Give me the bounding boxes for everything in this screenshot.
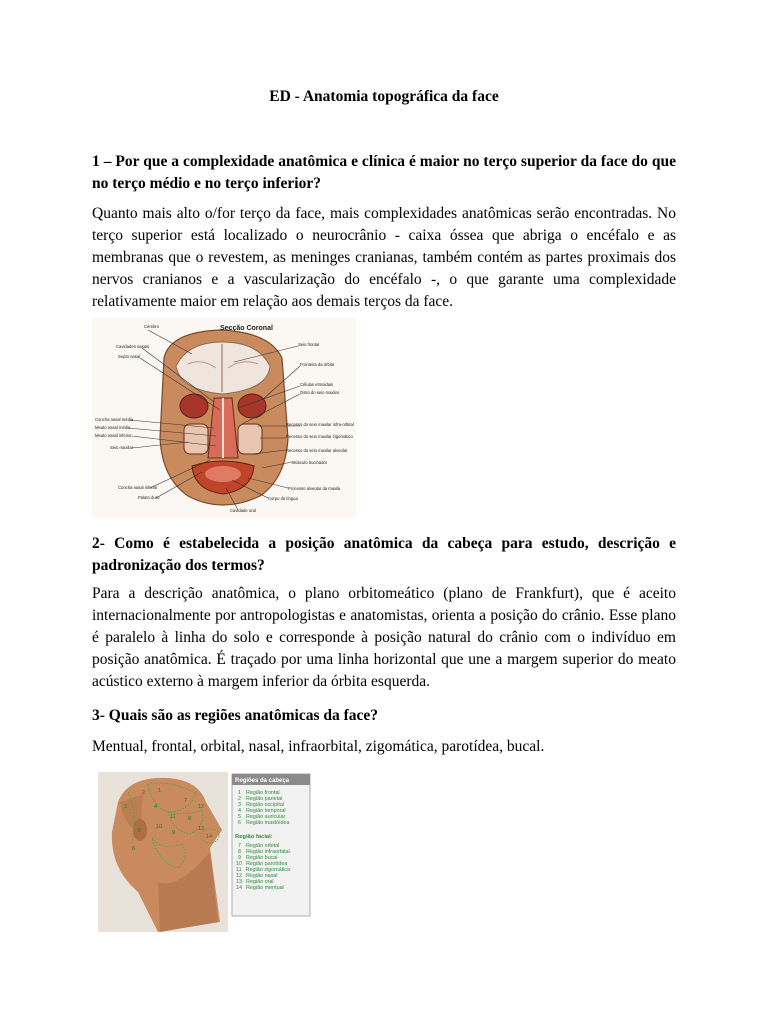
fig1-label-left: Palato duro [138, 495, 160, 500]
fig1-label-bottom: Cavidade oral [230, 508, 256, 513]
answer-3: Mentual, frontal, orbital, nasal, infraorbital, zigomática, parotídea, bucal. [92, 738, 545, 755]
legend-number: 1 [238, 790, 241, 796]
legend-region: Região orbital [246, 843, 280, 849]
region-marker: 5 [138, 828, 142, 834]
fig1-label-left: Cérebro [144, 324, 160, 329]
fig1-label-left: Cavidades nasais [116, 344, 150, 349]
legend-region: Região mastóidea [246, 820, 290, 826]
legend-number: 12 [236, 873, 242, 879]
region-marker: 3 [124, 804, 128, 810]
fig1-label-left: Concha nasal inferior [118, 485, 158, 490]
figure1-title: Secção Coronal [220, 325, 273, 332]
region-marker: 11 [170, 814, 176, 820]
fig1-label-left: Septo nasal [118, 354, 141, 359]
fig1-label-left: Meato nasal inferior [95, 433, 132, 438]
legend-number: 4 [238, 808, 241, 814]
region-marker: 2 [142, 790, 146, 796]
fig1-label-right: Corpo da língua [268, 496, 298, 501]
legend-number: 6 [238, 820, 241, 826]
question-2: 2- Como é estabelecida a posição anatômica da cabeça para estudo, descrição e padronização dos termos? [92, 535, 676, 574]
fig1-label-right: Recesso do seio maxilar infra-orbital [286, 422, 354, 427]
fig1-label-right: Óstio do seio maxilar [300, 390, 340, 395]
fig1-label-right: Recesso do seio maxilar zigomático [286, 434, 353, 439]
region-marker: 12 [198, 804, 205, 810]
legend-number: 3 [238, 802, 241, 808]
fig1-label-right: Células etmoidais [300, 382, 334, 387]
face-regions-figure [98, 772, 312, 932]
legend-number: 7 [238, 843, 241, 849]
fig1-label-right: Seio frontal [298, 342, 320, 347]
answer-1: Quanto mais alto o/for terço da face, mais complexidades anatômicas serão encontradas. No terço superior está localizado o neurocrânio - caixa óssea que abriga o encéfalo e as membranas que o revestem, as meninges cranianas, também contém as partes proximais dos nervos cranianos e a vascularização do encéfalo -, o que garante uma complexidade relativamente maior em relação aos demais terços da face. [92, 205, 676, 310]
region-marker: 1 [158, 788, 162, 794]
legend-region: Região frontal [246, 790, 280, 796]
fig1-label-right: Músculo bucinador [292, 460, 328, 465]
legend-region: Região infraorbital [246, 849, 290, 855]
legend-number: 8 [238, 849, 241, 855]
face-regions-title: Região facial: [235, 834, 273, 840]
region-marker: 10 [156, 824, 163, 830]
legend-number: 9 [238, 855, 241, 861]
legend-region: Região temporal [246, 808, 286, 814]
legend-region: Região nasal [246, 873, 278, 879]
fig1-label-left: Concha nasal média [95, 417, 134, 422]
document-title: ED - Anatomia topográfica da face [269, 88, 499, 105]
fig1-label-left: Seio maxilar [110, 445, 134, 450]
legend-number: 10 [236, 861, 242, 867]
fig1-label-right: Fronteira da órbita [300, 362, 335, 367]
question-3: 3- Quais são as regiões anatômicas da face? [92, 707, 379, 724]
region-marker: 13 [198, 826, 205, 832]
question-1: 1 – Por que a complexidade anatômica e clínica é maior no terço superior da face do que no terço médio e no terço inferior? [92, 153, 676, 192]
legend-region: Região mentual [246, 885, 284, 891]
legend-number: 5 [238, 814, 241, 820]
legend-region: Região auricular [246, 814, 286, 820]
legend-region: Região occipital [246, 802, 285, 808]
region-marker: 8 [188, 816, 192, 822]
fig1-label-right: Processo alveolar da maxila [288, 486, 341, 491]
region-marker: 4 [154, 804, 158, 810]
region-marker: 6 [132, 846, 136, 852]
legend-number: 13 [236, 879, 242, 885]
svg-text:6Região mastóidea [238, 820, 289, 826]
legend-number: 11 [236, 867, 242, 873]
legend-region: Região oral [246, 879, 274, 885]
legend-region: Região parietal [246, 796, 283, 802]
fig1-label-right: Recesso do seio maxilar alveolar [286, 448, 348, 453]
legend-region: Região zigomática [245, 867, 290, 873]
region-marker: 14 [206, 834, 213, 840]
fig1-label-left: Meato nasal médio [95, 425, 131, 430]
legend-region: Região bucal [246, 855, 278, 861]
coronal-section-figure [92, 318, 356, 518]
answer-2: Para a descrição anatômica, o plano orbitomeático (plano de Frankfurt), que é aceito internacionalmente por antropologistas e anatomistas, orienta a posição do crânio. Esse plano é paralelo à linha do solo e corresponde à posição natural do crânio com o indivíduo em posição anatômica. É traçado por uma linha horizontal que une a margem superior do meato acústico externo à margem inferior da órbita esquerda. [92, 585, 676, 690]
region-marker: 7 [184, 798, 188, 804]
region-marker: 9 [172, 830, 176, 836]
legend-number: 2 [238, 796, 241, 802]
legend-region: Região parotídea [246, 861, 288, 867]
head-regions-title: Regiões da cabeça [235, 778, 290, 784]
legend-number: 14 [236, 885, 242, 891]
